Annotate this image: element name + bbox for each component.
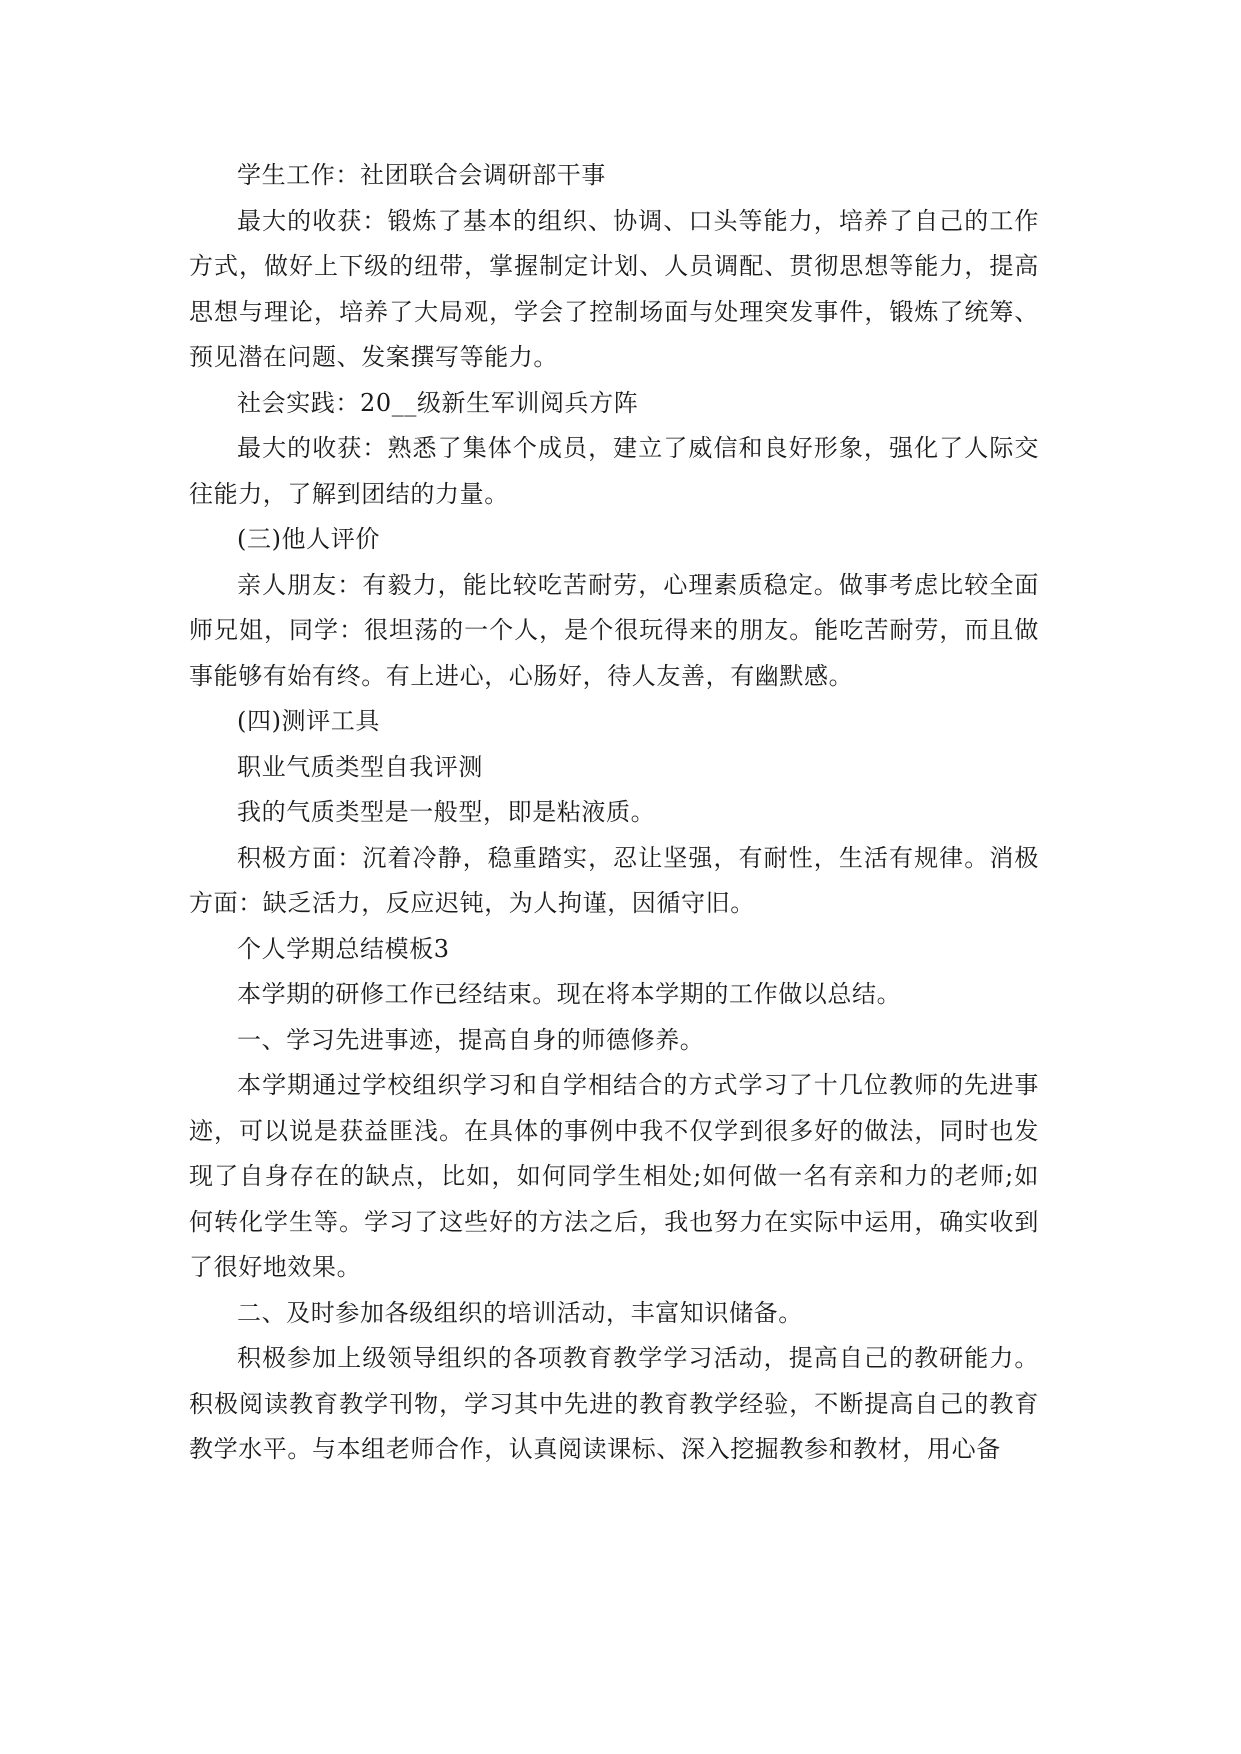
section-heading-assessment-tools: (四)测评工具 [237, 707, 380, 735]
section-heading-others-evaluation: (三)他人评价 [237, 525, 380, 553]
paragraph-part-one-body: 本学期通过学校组织学习和自学相结合的方式学习了十几位教师的先进事迹，可以说是获益匪浅。在具体的事例中我不仅学到很多好的做法，同时也发现了自身存在的缺点，比如，如何同学生相处;如何做一名有亲和力的老师;如何转化学生等。学习了这些好的方法之后，我也努力在实际中运用，确实收到了很好地效果。 [189, 1071, 1039, 1281]
paragraph-intro: 本学期的研修工作已经结束。现在将本学期的工作做以总结。 [237, 980, 902, 1008]
paragraph-part-two-body: 积极参加上级领导组织的各项教育教学学习活动，提高自己的教研能力。积极阅读教育教学刊物，学习其中先进的教育教学经验，不断提高自己的教育教学水平。与本组老师合作，认真阅读课标、深入挖掘教参和教材，用心备 [189, 1344, 1039, 1463]
paragraph-social-practice: 社会实践：20__级新生军训阅兵方阵 [237, 388, 639, 417]
section-heading-part-one: 一、学习先进事迹，提高自身的师德修养。 [237, 1025, 705, 1054]
section-heading-template-3: 个人学期总结模板3 [237, 934, 450, 963]
paragraph-gains-1: 最大的收获：锻炼了基本的组织、协调、口头等能力，培养了自己的工作方式，做好上下级的纽带，掌握制定计划、人员调配、贯彻思想等能力，提高思想与理论，培养了大局观，学会了控制场面与处理突发事件，锻炼了统筹、预见潜在问题、发案撰写等能力。 [189, 206, 1039, 371]
paragraph-student-work: 学生工作：社团联合会调研部干事 [237, 161, 606, 189]
paragraph-positive-negative: 积极方面：沉着冷静，稳重踏实，忍让坚强，有耐性，生活有规律。消极方面：缺乏活力，反应迟钝，为人拘谨，因循守旧。 [189, 843, 1039, 917]
paragraph-temperament-type: 我的气质类型是一般型，即是粘液质。 [237, 798, 656, 826]
paragraph-friends-evaluation: 亲人朋友：有毅力，能比较吃苦耐劳，心理素质稳定。做事考虑比较全面师兄姐，同学：很坦荡的一个人，是个很玩得来的朋友。能吃苦耐劳，而且做事能够有始有终。有上进心，心肠好，待人友善，有幽默感。 [189, 570, 1039, 690]
document-body [189, 153, 1039, 1473]
paragraph-temperament-test: 职业气质类型自我评测 [237, 752, 483, 781]
paragraph-gains-2: 最大的收获：熟悉了集体个成员，建立了威信和良好形象，强化了人际交往能力，了解到团结的力量。 [189, 434, 1039, 508]
section-heading-part-two: 二、及时参加各级组织的培训活动，丰富知识储备。 [237, 1298, 803, 1327]
